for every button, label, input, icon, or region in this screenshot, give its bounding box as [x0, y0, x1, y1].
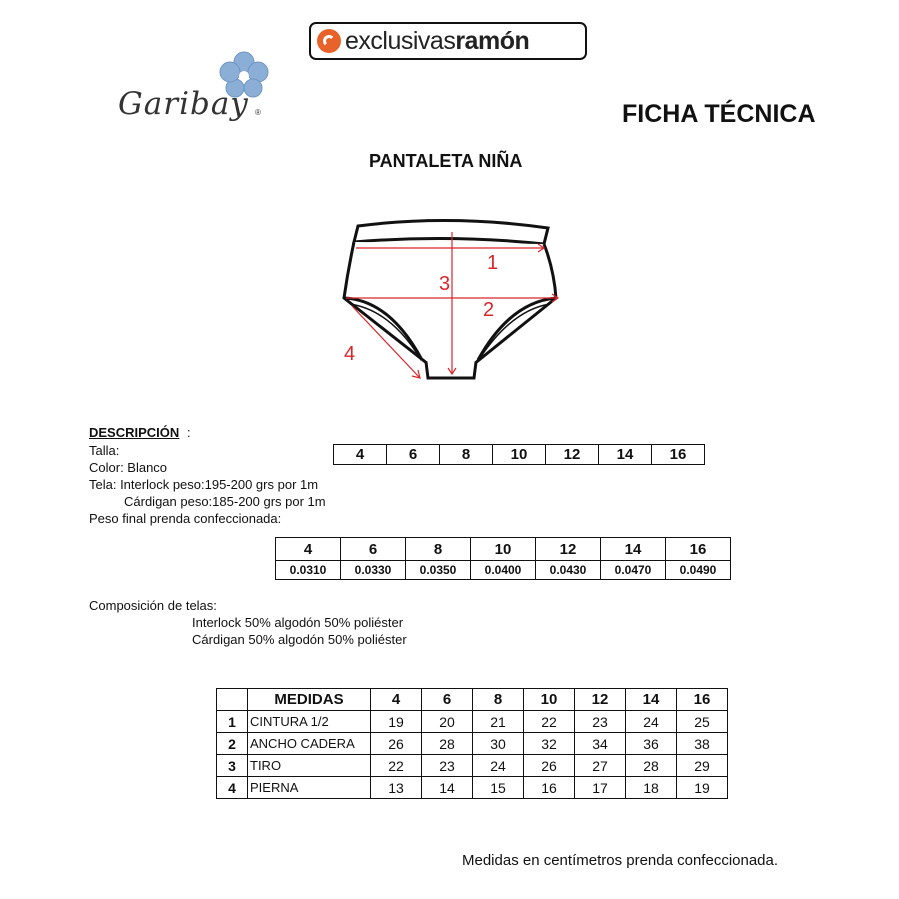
peso-table [275, 537, 731, 580]
composition-line-1: Interlock 50% algodón 50% poliéster [192, 615, 404, 630]
talla-table [333, 444, 705, 465]
peso-size-cell: 10 [471, 538, 536, 561]
measure-value: 24 [473, 755, 524, 777]
registered-mark: ® [255, 108, 261, 117]
table-row [217, 755, 728, 777]
measure-value: 32 [524, 733, 575, 755]
peso-size-cell: 8 [406, 538, 471, 561]
measure-value: 25 [677, 711, 728, 733]
talla-size-cell: 10 [493, 445, 546, 465]
row-label: CINTURA 1/2 [248, 711, 371, 733]
footer-note: Medidas en centímetros prenda confeccionada. [462, 852, 779, 869]
measure-value: 24 [626, 711, 677, 733]
measure-value: 13 [371, 777, 422, 799]
row-label: TIRO [248, 755, 371, 777]
measures-header: MEDIDAS [248, 689, 371, 711]
measure-value: 29 [677, 755, 728, 777]
measures-size-header: 4 [371, 689, 422, 711]
composition-line-2: Cárdigan 50% algodón 50% poliéster [192, 632, 407, 647]
measure-label-3: 3 [439, 273, 451, 295]
garment-diagram [330, 210, 570, 390]
exclusivas-ramon-logo [309, 22, 587, 60]
talla-size-cell: 14 [599, 445, 652, 465]
measures-size-header: 14 [626, 689, 677, 711]
tela-line-1: Tela: Interlock peso:195-200 grs por 1m [89, 477, 319, 492]
measures-size-header: 12 [575, 689, 626, 711]
measure-value: 23 [575, 711, 626, 733]
measure-value: 26 [371, 733, 422, 755]
measure-value: 16 [524, 777, 575, 799]
measure-value: 14 [422, 777, 473, 799]
peso-weight-cell: 0.0490 [666, 561, 731, 580]
measure-value: 21 [473, 711, 524, 733]
peso-weight-cell: 0.0310 [276, 561, 341, 580]
measures-corner-cell [217, 689, 248, 711]
talla-label: Talla: [89, 443, 120, 458]
measure-value: 22 [371, 755, 422, 777]
measures-size-header: 6 [422, 689, 473, 711]
talla-size-cell: 16 [652, 445, 705, 465]
sheet-title: FICHA TÉCNICA [622, 100, 816, 128]
peso-weight-cell: 0.0470 [601, 561, 666, 580]
peso-size-cell: 6 [341, 538, 406, 561]
row-number: 2 [217, 733, 248, 755]
tela-line-2: Cárdigan peso:185-200 grs por 1m [124, 494, 326, 509]
measure-value: 28 [626, 755, 677, 777]
product-title: PANTALETA NIÑA [369, 151, 523, 171]
table-row [217, 777, 728, 799]
brand-name-bold: ramón [455, 26, 530, 55]
measure-value: 27 [575, 755, 626, 777]
measure-value: 15 [473, 777, 524, 799]
table-row [217, 733, 728, 755]
table-row [217, 711, 728, 733]
peso-size-cell: 12 [536, 538, 601, 561]
color-label: Color: Blanco [89, 460, 168, 475]
row-number: 4 [217, 777, 248, 799]
brand-mark-icon [317, 29, 341, 53]
measure-value: 19 [677, 777, 728, 799]
measure-value: 20 [422, 711, 473, 733]
peso-weight-cell: 0.0330 [341, 561, 406, 580]
description-heading: DESCRIPCIÓN [89, 425, 180, 440]
measures-size-header: 16 [677, 689, 728, 711]
peso-weight-cell: 0.0350 [406, 561, 471, 580]
row-number: 1 [217, 711, 248, 733]
peso-weight-cell: 0.0400 [471, 561, 536, 580]
measure-value: 34 [575, 733, 626, 755]
measures-table [216, 688, 728, 799]
talla-size-cell: 8 [440, 445, 493, 465]
composition-label: Composición de telas: [89, 598, 217, 613]
measures-size-header: 10 [524, 689, 575, 711]
measure-label-1: 1 [487, 252, 499, 274]
measure-value: 23 [422, 755, 473, 777]
brand-name-light: exclusivas [345, 26, 456, 55]
description-heading-colon: : [187, 425, 191, 440]
measure-value: 38 [677, 733, 728, 755]
peso-size-cell: 4 [276, 538, 341, 561]
measure-value: 36 [626, 733, 677, 755]
measure-value: 19 [371, 711, 422, 733]
measure-value: 26 [524, 755, 575, 777]
measure-label-2: 2 [483, 299, 495, 321]
measures-size-header: 8 [473, 689, 524, 711]
garibay-logo-text: Garibay [118, 86, 249, 122]
row-label: ANCHO CADERA [248, 733, 371, 755]
measure-value: 30 [473, 733, 524, 755]
measure-value: 17 [575, 777, 626, 799]
row-number: 3 [217, 755, 248, 777]
peso-label: Peso final prenda confeccionada: [89, 511, 282, 526]
measure-value: 18 [626, 777, 677, 799]
measure-label-4: 4 [344, 343, 356, 365]
peso-size-cell: 14 [601, 538, 666, 561]
peso-weight-cell: 0.0430 [536, 561, 601, 580]
talla-size-cell: 4 [334, 445, 387, 465]
measure-value: 28 [422, 733, 473, 755]
talla-size-cell: 12 [546, 445, 599, 465]
peso-size-cell: 16 [666, 538, 731, 561]
measure-value: 22 [524, 711, 575, 733]
talla-size-cell: 6 [387, 445, 440, 465]
row-label: PIERNA [248, 777, 371, 799]
